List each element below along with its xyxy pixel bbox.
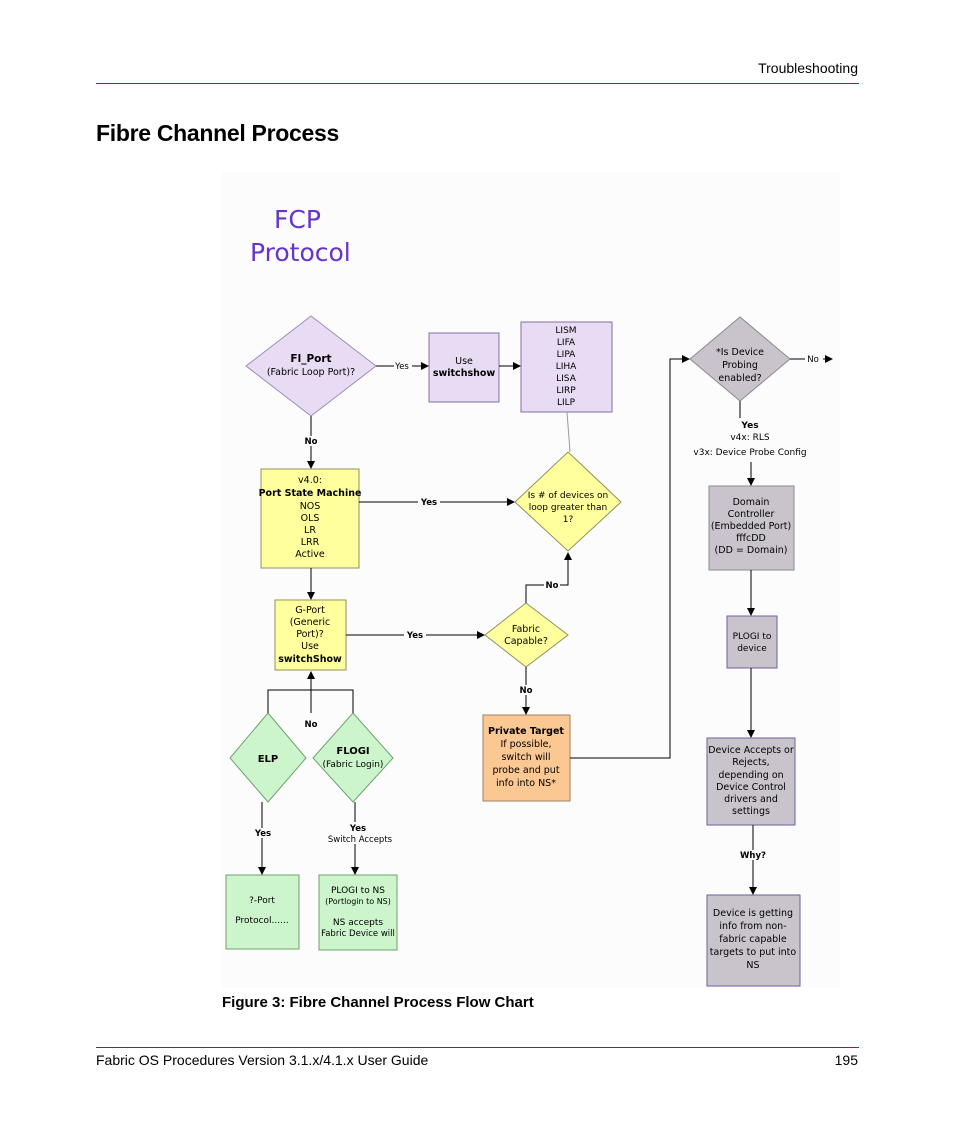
private-target-line: info into NS* — [496, 778, 556, 789]
fabric-capable-text: Fabric — [511, 624, 541, 635]
label-fl-yes: Yes — [395, 362, 409, 372]
g-port-line: switchShow — [278, 654, 342, 665]
device-probing-text: *Is Device — [715, 347, 765, 358]
edge-fabric-no — [526, 553, 568, 603]
use-switchshow-line1: Use — [455, 356, 473, 367]
device-accepts-line: Rejects, — [732, 757, 770, 768]
label-fabric-no2: No — [519, 686, 533, 696]
flogi-subtitle: (Fabric Login) — [322, 760, 384, 770]
plogi-ns-line: NS accepts — [332, 918, 384, 928]
device-info-line: targets to put into — [709, 947, 797, 958]
psm-line: LR — [304, 525, 316, 536]
flogi-title: FLOGI — [336, 746, 370, 757]
loop-devices-text: 1? — [562, 515, 574, 525]
e-port-box — [226, 875, 299, 949]
header-rule — [96, 83, 859, 84]
loop-state-item: LILP — [556, 398, 576, 408]
section-title: Fibre Channel Process — [96, 120, 339, 146]
label-join-no: No — [304, 720, 318, 730]
domain-controller-line: Domain — [732, 497, 770, 508]
psm-line: v4.0: — [298, 475, 322, 486]
psm-line: Active — [295, 549, 325, 560]
device-accepts-line: depending on — [718, 770, 784, 781]
psm-line: LRR — [300, 537, 320, 548]
flowchart-figure — [222, 172, 840, 988]
psm-line: NOS — [299, 501, 321, 512]
loop-devices-text: loop greater than — [528, 503, 608, 513]
plogi-device-box — [727, 616, 777, 668]
label-probe-rls: v4x: RLS — [730, 433, 770, 443]
footer-rule — [96, 1047, 859, 1048]
running-head: Troubleshooting — [758, 60, 858, 76]
loop-state-item: LIRP — [556, 386, 576, 396]
domain-controller-line: Controller — [727, 509, 775, 520]
e-port-line: Protocol...... — [235, 916, 289, 926]
label-fl-no: No — [304, 437, 318, 447]
psm-line: OLS — [300, 513, 320, 524]
label-flogi-yes: Yes — [349, 824, 367, 834]
device-accepts-line: settings — [732, 806, 770, 817]
plogi-ns-line: (Portlogin to NS) — [325, 897, 391, 906]
fl-port-subtitle: (Fabric Loop Port)? — [266, 367, 356, 378]
plogi-ns-line: PLOGI to NS — [330, 886, 386, 896]
domain-controller-line: (Embedded Port) — [710, 521, 792, 532]
e-port-line: ?-Port — [249, 896, 275, 906]
label-gport-yes: Yes — [406, 631, 424, 641]
loop-state-item: LIHA — [555, 362, 577, 372]
use-switchshow-line2: switchshow — [432, 368, 496, 379]
flowchart-svg — [222, 172, 840, 988]
loop-state-item: LIPA — [556, 350, 576, 360]
device-info-line: NS — [746, 960, 760, 971]
private-target-line: switch will — [501, 752, 551, 763]
fl-port-title: Fl_Port — [290, 353, 332, 365]
device-info-line: info from non- — [719, 921, 787, 932]
device-accepts-line: Device Control — [716, 782, 786, 793]
plogi-device-line: PLOGI to — [732, 632, 772, 642]
device-info-line: Device is getting — [712, 908, 794, 919]
private-target-line: If possible, — [500, 739, 552, 750]
device-probing-decision — [690, 317, 790, 401]
private-target-title: Private Target — [488, 726, 564, 737]
g-port-line: Port)? — [296, 629, 324, 640]
device-accepts-line: Device Accepts or — [708, 745, 794, 756]
g-port-line: G-Port — [295, 605, 325, 616]
diagram-heading-line2: Protocol — [250, 238, 351, 267]
label-probe-no: No — [807, 355, 819, 365]
fabric-capable-text: Capable? — [504, 636, 548, 647]
loop-devices-text: Is # of devices on — [527, 491, 609, 501]
plogi-device-line: device — [737, 644, 767, 654]
loop-state-item: LIFA — [556, 338, 576, 348]
plogi-ns-line: Fabric Device will — [321, 929, 395, 939]
label-flogi-accepts: Switch Accepts — [327, 835, 393, 845]
footer-guide-title: Fabric OS Procedures Version 3.1.x/4.1.x User Guide — [96, 1052, 429, 1068]
label-elp-yes: Yes — [254, 829, 272, 839]
page-number: 195 — [834, 1052, 858, 1068]
device-accepts-line: drivers and — [724, 794, 778, 805]
diagram-heading-line1: FCP — [274, 205, 321, 234]
label-probe-yes: Yes — [741, 421, 759, 431]
g-port-line: (Generic — [289, 617, 331, 628]
label-probe-config: v3x: Device Probe Config — [693, 448, 807, 458]
private-target-line: probe and put — [492, 765, 560, 776]
domain-controller-line: (DD = Domain) — [714, 545, 788, 556]
device-probing-text: enabled? — [718, 373, 762, 384]
edge-private-probing — [570, 359, 689, 758]
flogi-decision — [313, 713, 393, 802]
loop-state-item: LISA — [556, 374, 576, 384]
label-fabric-no: No — [545, 581, 559, 591]
psm-title: Port State Machine — [258, 488, 362, 499]
device-info-line: fabric capable — [719, 934, 787, 945]
fl-port-decision — [246, 316, 376, 416]
loop-devices-decision — [515, 452, 621, 551]
edge-states-loopdev — [567, 412, 570, 452]
label-why: Why? — [740, 851, 766, 861]
loop-state-item: LISM — [555, 326, 577, 336]
elp-text: ELP — [257, 754, 279, 765]
device-probing-text: Probing — [722, 360, 758, 371]
figure-caption: Figure 3: Fibre Channel Process Flow Chart — [222, 994, 534, 1011]
label-psm-yes: Yes — [420, 498, 438, 508]
g-port-line: Use — [301, 641, 319, 652]
fabric-capable-decision — [485, 603, 568, 667]
domain-controller-line: fffcDD — [736, 533, 766, 544]
